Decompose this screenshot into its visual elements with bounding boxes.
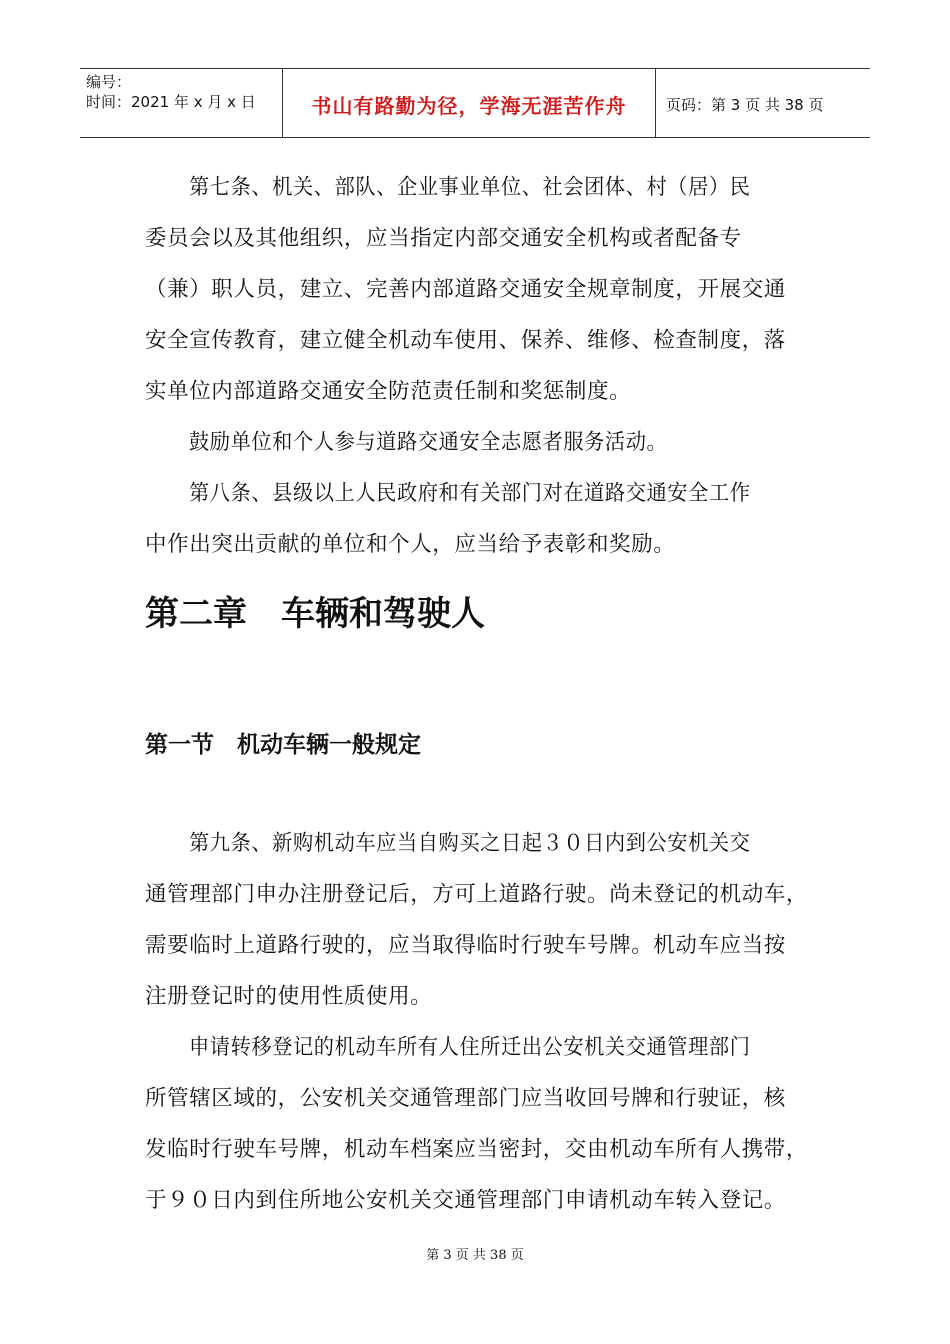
document-number: 编号： bbox=[86, 73, 132, 91]
paragraph-line: 所管辖区域的，公安机关交通管理部门应当收回号牌和行驶证，核 bbox=[145, 1086, 786, 1111]
page-footer: 第 3 页 共 38 页 bbox=[426, 1248, 524, 1263]
document-date: 时间：2021 年 x 月 x 日 bbox=[86, 93, 256, 111]
paragraph-encourage: 鼓励单位和个人参与道路交通安全志愿者服务活动。 bbox=[189, 430, 668, 455]
header-meta-cell bbox=[80, 69, 282, 137]
paragraph-line: 安全宣传教育，建立健全机动车使用、保养、维修、检查制度，落 bbox=[145, 328, 786, 353]
paragraph-line: 于９０日内到住所地公安机关交通管理部门申请机动车转入登记。 bbox=[145, 1188, 786, 1213]
paragraph-transfer: 申请转移登记的机动车所有人住所迁出公安机关交通管理部门 bbox=[189, 1035, 751, 1060]
paragraph-line: 通管理部门申办注册登记后，方可上道路行驶。尚未登记的机动车， bbox=[145, 882, 809, 907]
paragraph-article-7: 第七条、机关、部队、企业事业单位、社会团体、村（居）民 bbox=[189, 175, 751, 200]
paragraph-line: 发临时行驶车号牌，机动车档案应当密封，交由机动车所有人携带， bbox=[145, 1137, 809, 1162]
document-header bbox=[80, 68, 870, 138]
motto: 书山有路勤为径，学海无涯苦作舟 bbox=[311, 94, 627, 118]
header-page-cell bbox=[656, 69, 870, 137]
paragraph-line: 中作出突出贡献的单位和个人，应当给予表彰和奖励。 bbox=[145, 532, 676, 557]
paragraph-article-8: 第八条、县级以上人民政府和有关部门对在道路交通安全工作 bbox=[189, 481, 751, 506]
paragraph-line: 需要临时上道路行驶的，应当取得临时行驶车号牌。机动车应当按 bbox=[145, 933, 786, 958]
paragraph-article-9: 第九条、新购机动车应当自购买之日起３０日内到公安机关交 bbox=[189, 831, 751, 856]
header-page-info: 页码：第 3 页 共 38 页 bbox=[666, 96, 824, 114]
paragraph-line: 实单位内部道路交通安全防范责任制和奖惩制度。 bbox=[145, 379, 632, 404]
chapter-heading: 第二章 车辆和驾驶人 bbox=[145, 594, 485, 634]
paragraph-line: 委员会以及其他组织，应当指定内部交通安全机构或者配备专 bbox=[145, 226, 742, 251]
header-motto-cell bbox=[282, 69, 656, 137]
paragraph-line: 注册登记时的使用性质使用。 bbox=[145, 984, 433, 1009]
section-heading: 第一节 机动车辆一般规定 bbox=[145, 732, 421, 758]
paragraph-line: （兼）职人员，建立、完善内部道路交通安全规章制度，开展交通 bbox=[145, 277, 786, 302]
